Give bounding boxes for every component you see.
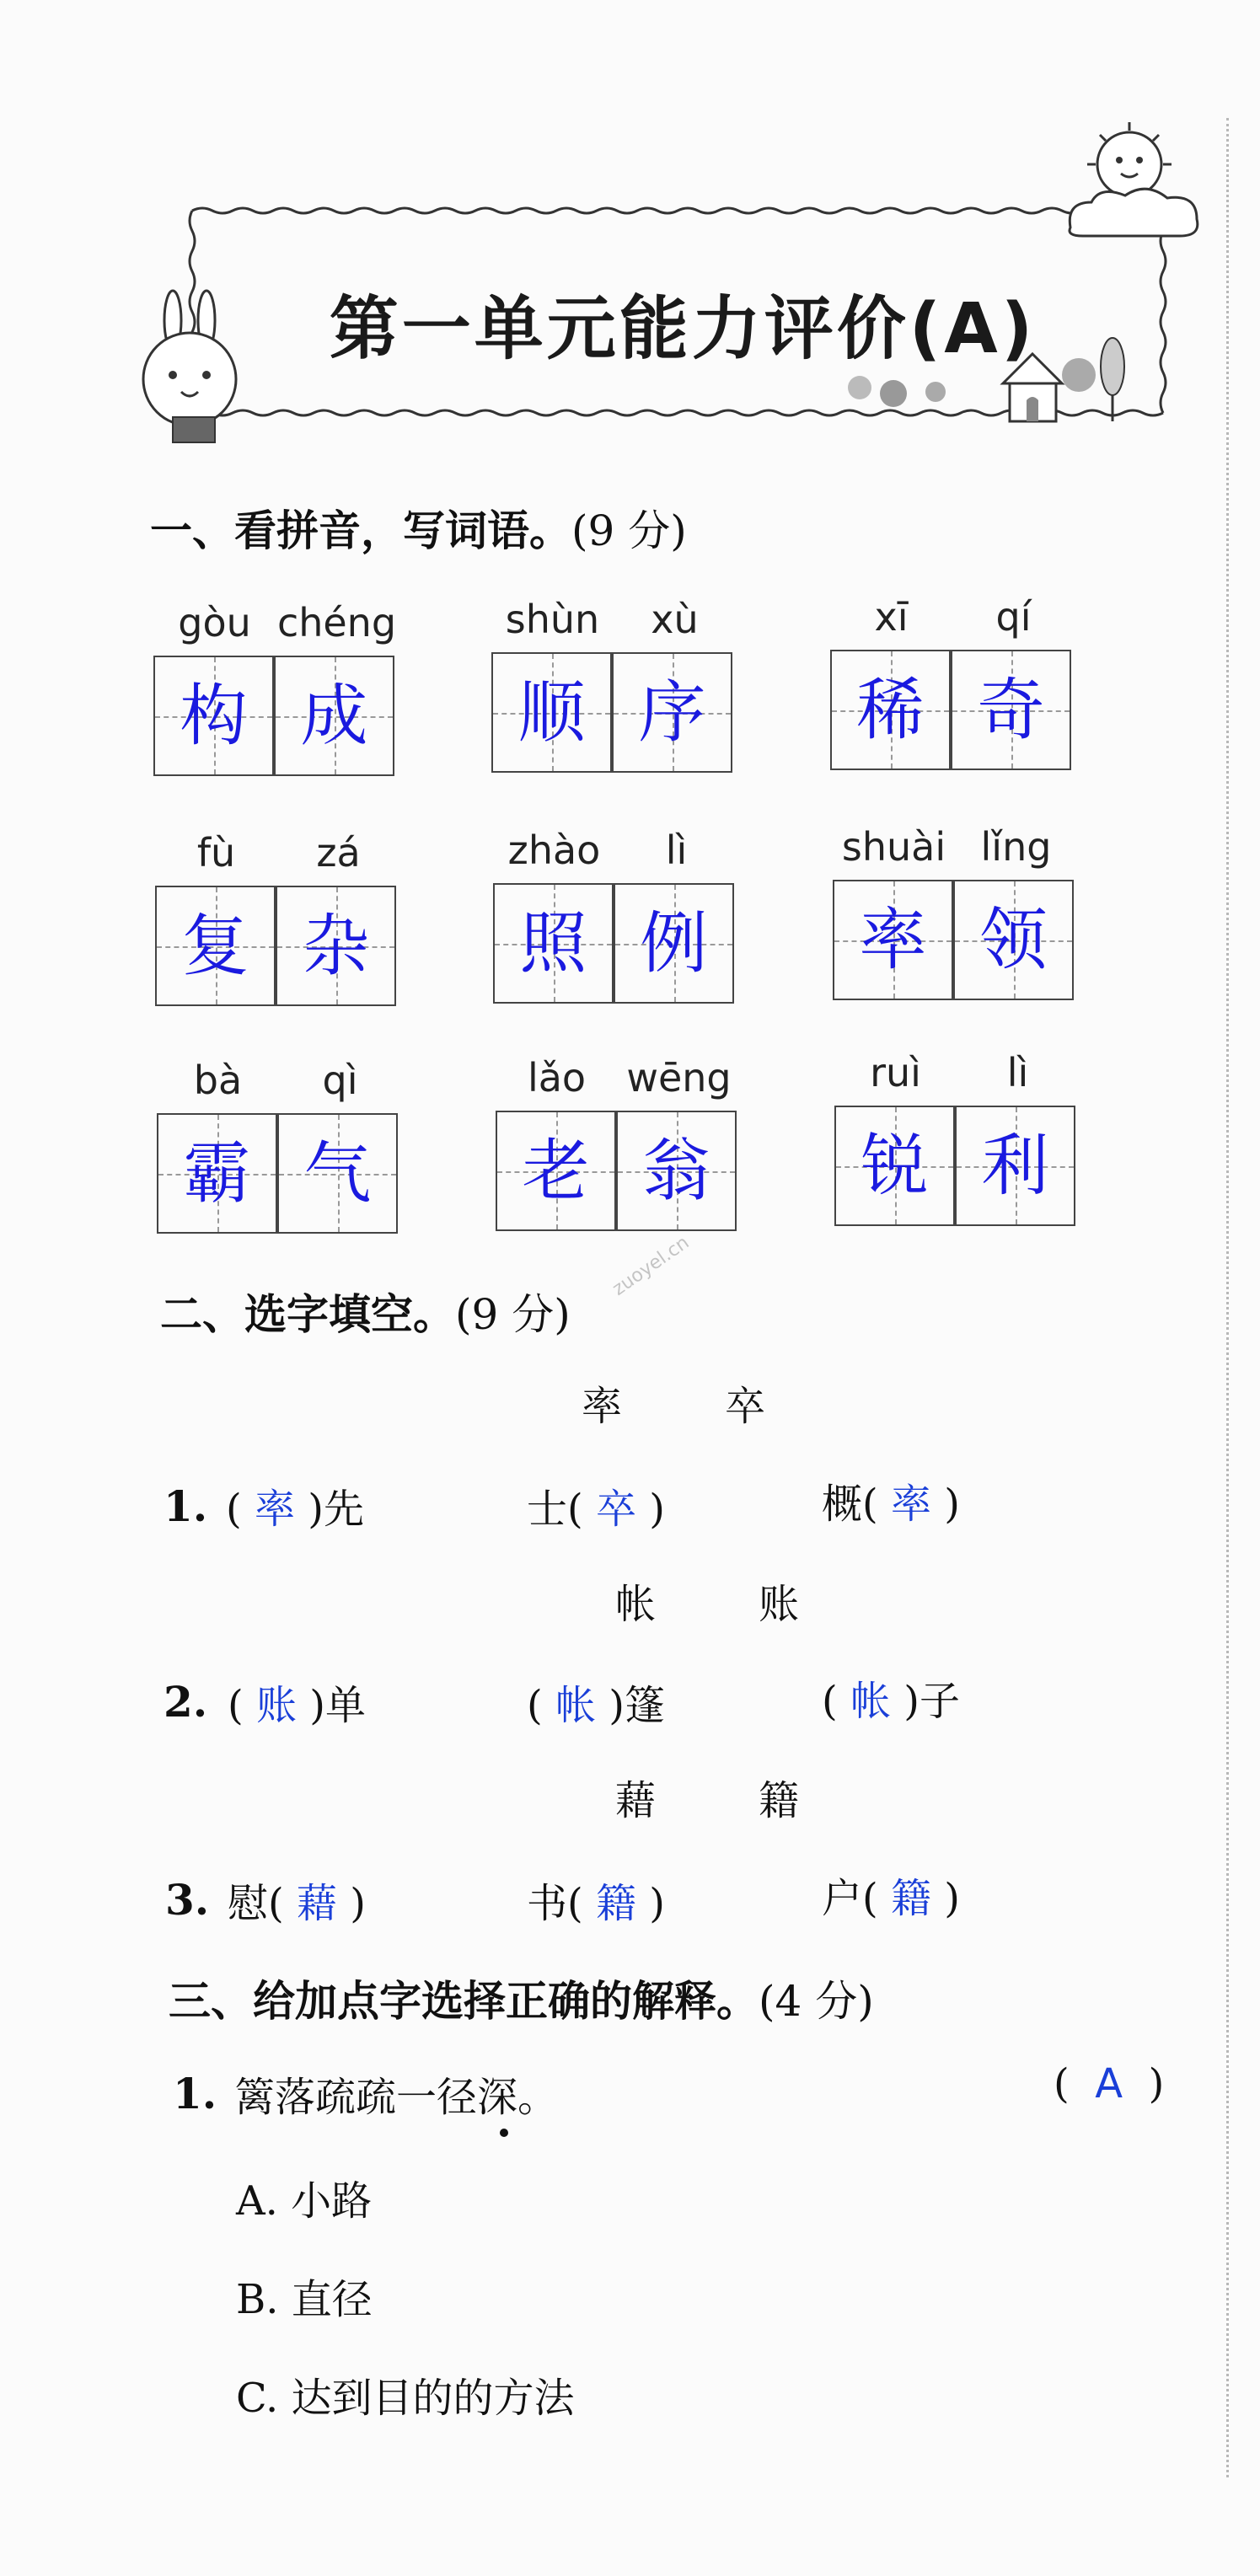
page-title: 第一单元能力评价(A) (329, 289, 1037, 369)
fill-answer[interactable]: 账 (256, 1682, 298, 1729)
option-c: C. 达到目的的方法 (236, 2375, 575, 2422)
fill-item: 士( 卒 ) (527, 1486, 666, 1533)
answer-char: 奇 (977, 671, 1045, 749)
fill-answer[interactable]: 卒 (596, 1486, 637, 1533)
question-number: 3. (165, 1875, 210, 1925)
answer-char: 利 (981, 1127, 1049, 1205)
question-number: 1. (164, 1481, 208, 1531)
fill-answer[interactable]: 率 (891, 1481, 932, 1528)
writing-cell[interactable] (491, 652, 612, 773)
section3-heading-text: 三、给加点字选择正确的解释。 (169, 1977, 759, 2026)
answer-char: 复 (181, 907, 249, 985)
option-b: B. 直径 (236, 2276, 373, 2323)
page-edge-dotted-line (1226, 118, 1231, 2477)
section2-score: (9 分) (455, 1290, 571, 1339)
watermark: zuoyel.cn (609, 1232, 694, 1300)
fill-item: ( 率 )先 (226, 1486, 365, 1533)
house-trees-illustration-icon (826, 333, 1129, 426)
option-char: 籍 (759, 1777, 802, 1824)
option-char: 账 (759, 1581, 802, 1628)
option-char: 率 (582, 1383, 625, 1430)
writing-cell[interactable] (951, 650, 1071, 770)
section3-heading (169, 1968, 874, 2028)
fill-answer[interactable]: 率 (255, 1486, 296, 1533)
fill-answer[interactable]: 籍 (891, 1875, 932, 1922)
answer-char: 照 (519, 904, 587, 983)
answer-char: 翁 (642, 1132, 710, 1210)
answer-char: 稀 (856, 671, 925, 749)
fill-item: 书( 籍 ) (527, 1880, 666, 1927)
fill-answer[interactable]: 帐 (850, 1678, 892, 1725)
answer-char: 构 (180, 677, 248, 755)
sun-cloud-illustration-icon (1054, 118, 1222, 253)
pinyin-syllable: lì (665, 827, 688, 873)
writing-cell[interactable] (157, 1113, 277, 1234)
pinyin-syllable: ruì (870, 1050, 921, 1095)
answer-char: 老 (522, 1132, 590, 1210)
section1-score: (9 分) (571, 506, 687, 555)
section3-score: (4 分) (759, 1977, 874, 2026)
writing-cell[interactable] (612, 652, 732, 773)
fill-item: 概( 率 ) (822, 1481, 961, 1528)
answer-char: 率 (859, 901, 927, 979)
question-number: 2. (164, 1677, 208, 1727)
writing-cell[interactable] (616, 1111, 737, 1231)
question-text: 篱落疏疏一径深。 (234, 2074, 559, 2121)
pinyin-syllable: lǎo (527, 1055, 587, 1101)
fill-item: ( 账 )单 (228, 1682, 367, 1729)
pinyin-syllable: qí (995, 594, 1032, 640)
section1-heading-text: 一、看拼音，写词语。 (150, 506, 571, 555)
writing-cell[interactable] (955, 1106, 1075, 1226)
choice-answer[interactable]: A (1095, 2060, 1123, 2107)
section1-heading (150, 497, 687, 558)
fill-item: ( 帐 )篷 (527, 1682, 666, 1729)
writing-cell[interactable] (155, 886, 276, 1006)
option-chars-2 (615, 1572, 801, 1630)
answer-bracket: ( A ) (1054, 2060, 1165, 2107)
writing-cell[interactable] (274, 656, 394, 776)
writing-cell[interactable] (496, 1111, 616, 1231)
answer-char: 序 (638, 673, 706, 752)
emphasis-dot (500, 2129, 508, 2137)
section2-heading (160, 1281, 571, 1342)
option-char: 藉 (615, 1777, 658, 1824)
writing-cell[interactable] (953, 880, 1074, 1000)
answer-char: 锐 (861, 1127, 929, 1205)
fill-answer[interactable]: 籍 (596, 1880, 637, 1927)
answer-char: 霸 (183, 1134, 251, 1213)
answer-char: 顺 (517, 673, 586, 752)
pinyin-syllable: gòu (178, 600, 251, 645)
writing-cell[interactable] (276, 886, 396, 1006)
pinyin-syllable: bà (193, 1058, 243, 1103)
writing-cell[interactable] (830, 650, 951, 770)
question-number: 1. (173, 2069, 217, 2118)
pinyin-syllable: xī (874, 594, 909, 640)
writing-cell[interactable] (153, 656, 274, 776)
pinyin-syllable: xù (651, 597, 699, 642)
writing-cell[interactable] (834, 1106, 955, 1226)
pinyin-syllable: chéng (276, 600, 397, 645)
answer-char: 杂 (302, 907, 370, 985)
pinyin-syllable: shùn (505, 597, 600, 642)
fill-answer[interactable]: 帐 (555, 1682, 597, 1729)
section2-heading-text: 二、选字填空。 (160, 1290, 455, 1339)
pinyin-syllable: shuài (841, 824, 946, 870)
fill-item: 户( 籍 ) (822, 1875, 961, 1922)
writing-cell[interactable] (493, 883, 614, 1004)
pinyin-syllable: lǐng (980, 824, 1052, 870)
fill-answer[interactable]: 藉 (297, 1880, 338, 1927)
option-a: A. 小路 (236, 2177, 373, 2225)
option-chars-1 (582, 1374, 767, 1432)
option-chars-3 (615, 1768, 801, 1826)
pinyin-syllable: zhào (507, 827, 601, 873)
pinyin-syllable: wēng (626, 1055, 732, 1101)
fill-item: ( 帐 )子 (822, 1678, 961, 1725)
answer-char: 气 (303, 1134, 372, 1213)
answer-char: 成 (300, 677, 368, 755)
bunny-illustration-icon (126, 287, 253, 447)
answer-char: 领 (979, 901, 1048, 979)
writing-cell[interactable] (277, 1113, 398, 1234)
writing-cell[interactable] (614, 883, 734, 1004)
pinyin-syllable: fù (196, 830, 236, 876)
pinyin-syllable: qì (322, 1058, 358, 1103)
writing-cell[interactable] (833, 880, 953, 1000)
option-char: 帐 (615, 1581, 658, 1628)
fill-item: 慰( 藉 ) (228, 1880, 367, 1927)
pinyin-syllable: zá (316, 830, 361, 876)
option-char: 卒 (725, 1383, 768, 1430)
answer-char: 例 (640, 904, 708, 983)
pinyin-syllable: lì (1006, 1050, 1029, 1095)
